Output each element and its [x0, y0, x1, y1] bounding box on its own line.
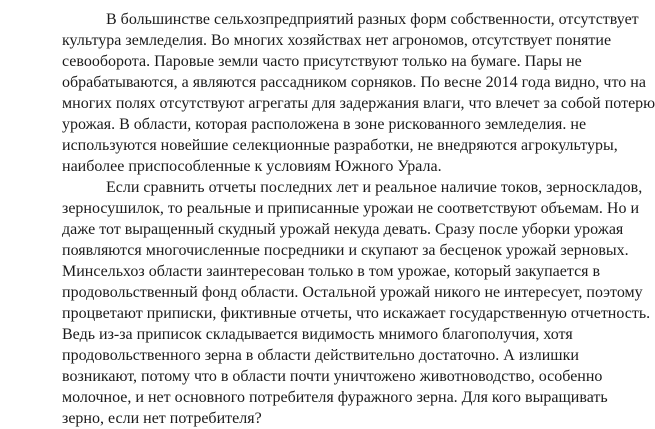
text-line: процветают приписки, фиктивные отчеты, что искажает государственную отчетность.: [62, 305, 651, 322]
text-line: урожая. В области, которая расположена в зоне рискованного земледелия. не: [62, 116, 587, 133]
text-line: В большинстве сельхозпредприятий разных форм собственности, отсутствует: [106, 11, 639, 28]
text-line: даже тот выращенный скудный урожай некуда девать. Сразу после уборки урожая: [62, 221, 624, 238]
text-line: возникают, потому что в области почти уничтожено животноводство, особенно: [62, 368, 603, 385]
text-line: используются новейшие селекционные разработки, не внедряются агрокультуры,: [62, 137, 618, 154]
text-line: Если сравнить отчеты последних лет и реальное наличие токов, зерноскладов,: [106, 179, 643, 196]
text-line: наиболее приспособленные к условиям Южного Урала.: [62, 158, 442, 175]
text-line: севооборота. Паровые земли часто присутствуют только на бумаге. Пары не: [62, 53, 582, 70]
text-line: продовольственный фонд области. Остальной урожай никого не интересует, поэтому: [62, 284, 643, 301]
text-line: обрабатываются, а являются рассадником сорняков. По весне 2014 года видно, что на: [62, 74, 646, 91]
text-line: многих полях отсутствуют агрегаты для задержания влаги, что влечет за собой потерю: [62, 95, 655, 112]
text-line: зерно, если нет потребителя?: [62, 410, 262, 427]
text-line: продовольственного зерна в области действительно достаточно. А излишки: [62, 347, 579, 364]
text-line: Минсельхоз области заинтересован только в том урожае, который закупается в: [62, 263, 601, 280]
text-line: культура земледелия. Во многих хозяйствах нет агрономов, отсутствует понятие: [62, 32, 612, 49]
text-line: Ведь из-за приписок складывается видимость мнимого благополучия, хотя: [62, 326, 573, 343]
text-line: молочное, и нет основного потребителя фуражного зерна. Для кого выращивать: [62, 389, 608, 406]
text-line: появляются многочисленные посредники и скупают за бесценок урожай зерновых.: [62, 242, 629, 259]
text-line: зерносушилок, то реальные и приписанные урожаи не соответствуют объемам. Но и: [62, 200, 640, 217]
